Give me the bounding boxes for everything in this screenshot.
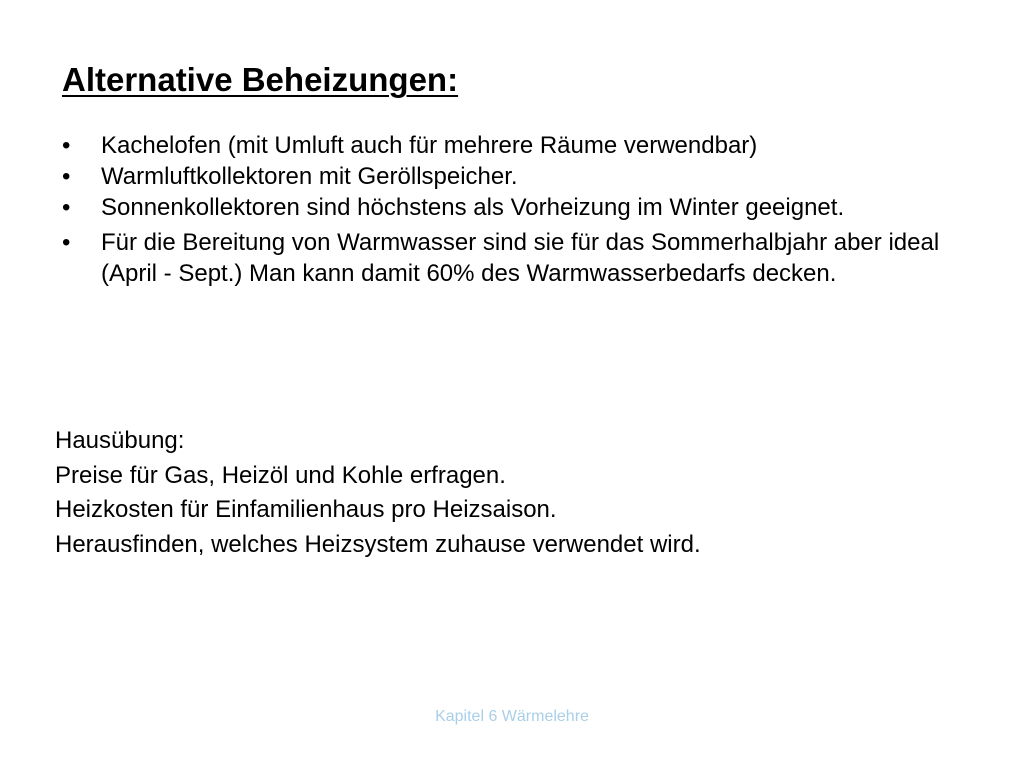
bullet-icon: •: [62, 229, 71, 256]
slide-title: Alternative Beheizungen:: [62, 61, 459, 98]
bullet-item: [62, 227, 982, 289]
homework-line: Preise für Gas, Heizöl und Kohle erfragen.: [55, 461, 506, 489]
bullet-item: [62, 192, 982, 223]
homework-section: [55, 424, 975, 562]
bullet-item: [62, 161, 982, 192]
bullet-text: Für die Bereitung von Warmwasser sind sie für das Sommerhalbjahr aber ideal (April - Sept.) Man kann damit 60% des Warmwasserbedarfs decken.: [101, 229, 940, 287]
bullet-text: Warmluftkollektoren mit Geröllspeicher.: [101, 163, 518, 190]
slide-footer: Kapitel 6 Wärmelehre: [435, 708, 589, 725]
bullet-item: [62, 130, 982, 161]
homework-line: Heizkosten für Einfamilienhaus pro Heizsaison.: [55, 496, 557, 523]
bullet-text: Kachelofen (mit Umluft auch für mehrere Räume verwendbar): [101, 132, 758, 159]
homework-heading: Hausübung:: [55, 427, 185, 454]
bullet-list: [62, 130, 982, 289]
bullet-icon: •: [62, 163, 71, 190]
bullet-icon: •: [62, 194, 71, 221]
homework-line: Herausfinden, welches Heizsystem zuhause verwendet wird.: [55, 530, 701, 558]
bullet-text: Sonnenkollektoren sind höchstens als Vorheizung im Winter geeignet.: [101, 194, 845, 221]
bullet-icon: •: [62, 132, 71, 159]
